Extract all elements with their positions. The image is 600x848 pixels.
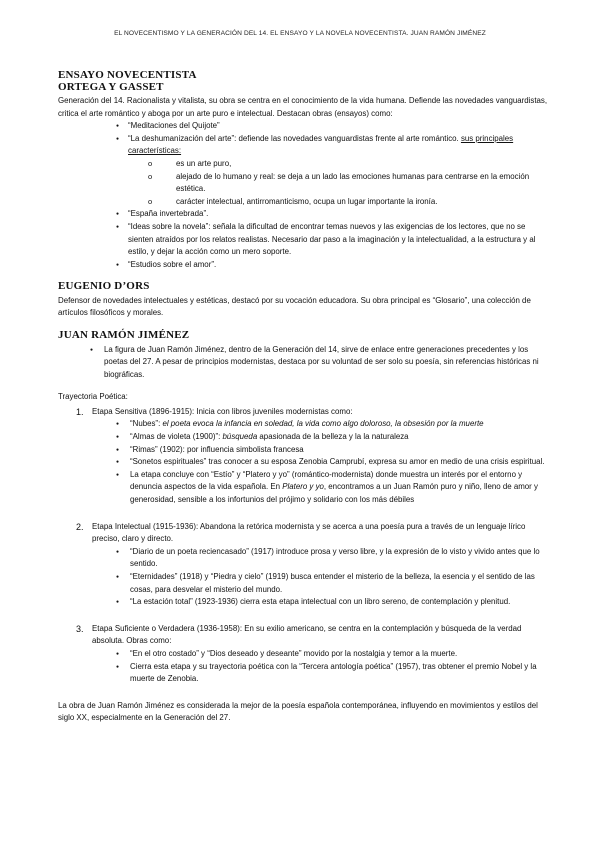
list-item: o es un arte puro,: [58, 158, 550, 171]
deshumanizacion-text: “La deshumanización del arte”: defiende las novedades vanguardistas frente al arte romántico.: [128, 133, 459, 143]
list-item: ● “En el otro costado” y “Dios deseado y deseante” movido por la nostalgia y temor a la muerte.: [58, 648, 550, 661]
list-item: [58, 133, 550, 209]
list-item: ● “Estudios sobre el amor”.: [58, 259, 550, 272]
stage-number: 3.: [76, 623, 84, 634]
list-item: ● “Nubes”: el poeta evoca la infancia en soledad, la vida como algo doloroso, la obsesión por la muerte: [58, 418, 550, 431]
stage-number: 2.: [76, 521, 84, 532]
stage-item: [58, 521, 550, 609]
list-item: ● “Ideas sobre la novela”: señala la dificultad de encontrar temas nuevos y las exigencias de los lectores, que no se sienten atraídos por los relatos realistas. Necesario dar paso a la imaginación y la intelectualidad, a la estructura y al estilo, y dejar la acción como un mero soporte.: [58, 221, 550, 259]
list-item: ● “España invertebrada”.: [58, 208, 550, 221]
stage-item: [58, 623, 550, 686]
dors-text: Defensor de novedades intelectuales y estéticas, destacó por su vocación educadora. Su obra principal es “Glosario”, una colección de artículos filosóficos y morales.: [58, 295, 531, 318]
stage-works-list: [58, 648, 550, 686]
list-item: ● “Meditaciones del Quijote”: [58, 120, 550, 133]
list-item: ● La etapa concluye con “Estío” y “Platero y yo” (romántico-modernista) donde muestra un interés por el entorno y denuncia aspectos de la vida española. En Platero y yo, encontramos a un Juan Ramón puro y niño, lleno de amor y generosidad, sensible a los infortunios del prójimo y solidario con los más débiles: [58, 469, 550, 507]
list-item: ● “Rimas” (1902): por influencia simbolista francesa: [58, 444, 550, 457]
caracteristicas-label: sus principales características:: [128, 133, 514, 156]
stage-number: 1.: [76, 406, 84, 417]
stage-works-list: [58, 418, 550, 506]
list-item: ● “Almas de violeta (1900)”: búsqueda apasionada de la belleza y la la naturaleza: [58, 431, 550, 444]
section-heading-ensayo: ENSAYO NOVECENTISTA: [58, 69, 197, 81]
stage-works-list: [58, 546, 550, 609]
subheading-ortega: ORTEGA Y GASSET: [58, 80, 164, 93]
jrj-conclusion: La obra de Juan Ramón Jiménez es considerada la mejor de la poesía española contemporánea, influyendo en movimientos y estilos del siglo XX, especialmente en la Generación del 27.: [58, 700, 538, 723]
list-item: ● “Sonetos espirituales” tras conocer a su esposa Zenobia Camprubí, expresa su amor en medio de una crisis espiritual.: [58, 456, 550, 469]
caracteristicas-list: [58, 158, 550, 208]
document-body: [58, 70, 550, 725]
ortega-intro: Generación del 14. Racionalista y vitalista, su obra se centra en el conocimiento de la vida humana. Defiende las novedades vanguardistas, critica el arte romántico y aboga por un arte puro e intelectual. Destacan obras (ensayos) como:: [58, 96, 548, 118]
trayectoria-label: Trayectoria Poética:: [58, 392, 128, 402]
list-item: o alejado de lo humano y real: se deja a un lado las emociones humanas para centrarse en la emoción estética.: [58, 171, 550, 196]
section-heading-jrj: JUAN RAMÓN JIMÉNEZ: [58, 329, 190, 341]
list-item: ● “La estación total” (1923-1936) cierra esta etapa intelectual con un libro sereno, de contemplación y plenitud.: [58, 596, 550, 609]
stage-item: [58, 406, 550, 507]
ortega-works-list: [58, 120, 550, 271]
jrj-intro-list: [58, 344, 550, 382]
list-item: ● La figura de Juan Ramón Jiménez, dentro de la Generación del 14, sirve de enlace entre generaciones precedentes y los poetas del 27. A pesar de principios modernistas, destaca por su voluntad de ser solo su poesía, sin referencias históricas ni biográficas.: [58, 344, 550, 382]
stage-title: Etapa Suficiente o Verdadera (1936-1958): En su exilio americano, se centra en la contemplación y búsqueda de la verdad absoluta. Obras como:: [92, 623, 522, 646]
list-item: ● “Diario de un poeta reciencasado” (1917) introduce prosa y verso libre, y la expresión de lo visto y vivido antes que lo sentido.: [58, 546, 550, 571]
stage-title: Etapa Intelectual (1915-1936): Abandona la retórica modernista y se acerca a una poesía pura a través de un lenguaje lírico preciso, claro y directo.: [92, 521, 526, 544]
list-item: ● Cierra esta etapa y su trayectoria poética con la “Tercera antología poética” (1957), tras obtener el premio Nobel y la muerte de Zenobia.: [58, 661, 550, 686]
subheading-dors: EUGENIO D’ORS: [58, 280, 150, 293]
stages-list: [58, 406, 550, 686]
stage-title: Etapa Sensitiva (1896-1915): Inicia con libros juveniles modernistas como:: [92, 406, 353, 416]
running-header: EL NOVECENTISMO Y LA GENERACIÓN DEL 14. EL ENSAYO Y LA NOVELA NOVECENTISTA. JUAN RAMÓN JIMÉNEZ: [114, 30, 486, 37]
list-item: o carácter intelectual, antirromanticismo, ocupa un lugar importante la ironía.: [58, 196, 550, 209]
list-item: ● “Eternidades” (1918) y “Piedra y cielo” (1919) busca entender el misterio de la belleza, la esencia y el sentido de las cosas, para desvelar el misterio del mundo.: [58, 571, 550, 596]
